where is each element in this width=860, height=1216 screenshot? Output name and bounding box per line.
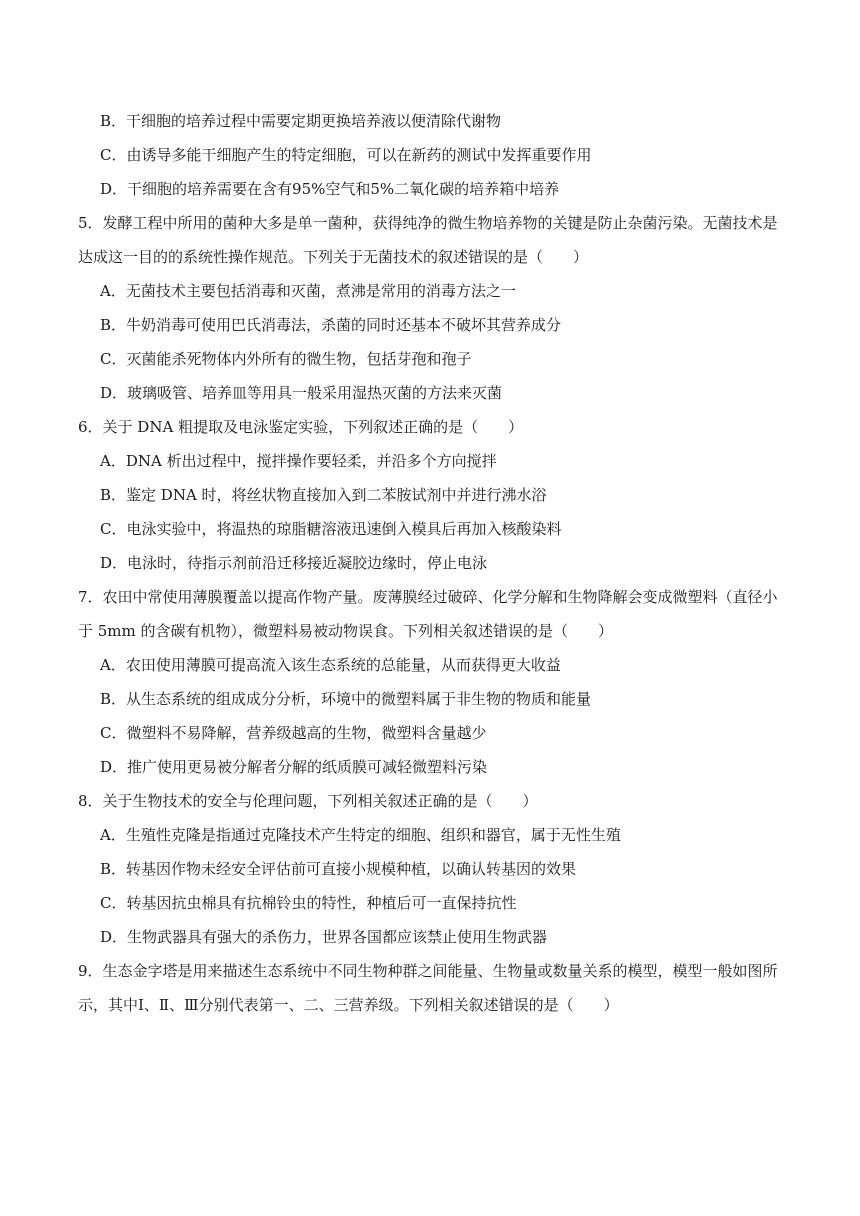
option-5a: A．无菌技术主要包括消毒和灭菌，煮沸是常用的消毒方法之一: [100, 282, 516, 300]
option-8b: B．转基因作物未经安全评估前可直接小规模种植，以确认转基因的效果: [100, 860, 577, 878]
option-7c: C．微塑料不易降解，营养级越高的生物，微塑料含量越少: [100, 724, 487, 742]
option-8d: D．生物武器具有强大的杀伤力，世界各国都应该禁止使用生物武器: [100, 928, 548, 946]
option-4d: D．干细胞的培养需要在含有95%空气和5%二氧化碳的培养箱中培养: [100, 180, 560, 198]
option-5c: C．灭菌能杀死物体内外所有的微生物，包括芽孢和孢子: [100, 350, 472, 368]
question-5-stem-line2: 达成这一目的的系统性操作规范。下列关于无菌技术的叙述错误的是（ ）: [78, 248, 589, 266]
option-4b: B．干细胞的培养过程中需要定期更换培养液以便清除代谢物: [100, 112, 502, 130]
question-9-stem-line2: 示，其中Ⅰ、Ⅱ、Ⅲ分别代表第一、二、三营养级。下列相关叙述错误的是（ ）: [78, 996, 619, 1014]
option-6c: C．电泳实验中，将温热的琼脂糖溶液迅速倒入模具后再加入核酸染料: [100, 520, 562, 538]
option-7b: B．从生态系统的组成成分分析，环境中的微塑料属于非生物的物质和能量: [100, 690, 592, 708]
option-8c: C．转基因抗虫棉具有抗棉铃虫的特性，种植后可一直保持抗性: [100, 894, 517, 912]
question-6-stem: 6．关于 DNA 粗提取及电泳鉴定实验，下列叙述正确的是（ ）: [78, 418, 524, 436]
option-7d: D．推广使用更易被分解者分解的纸质膜可减轻微塑料污染: [100, 758, 488, 776]
option-5b: B．牛奶消毒可使用巴氏消毒法，杀菌的同时还基本不破坏其营养成分: [100, 316, 562, 334]
question-5-stem-line1: 5．发酵工程中所用的菌种大多是单一菌种，获得纯净的微生物培养物的关键是防止杂菌污染。无菌技术是: [78, 214, 778, 232]
option-6b: B．鉴定 DNA 时，将丝状物直接加入到二苯胺试剂中并进行沸水浴: [100, 486, 547, 504]
option-8a: A．生殖性克隆是指通过克隆技术产生特定的细胞、组织和器官，属于无性生殖: [100, 826, 621, 844]
question-7-stem-line2: 于 5mm 的含碳有机物），微塑料易被动物误食。下列相关叙述错误的是（ ）: [78, 622, 614, 640]
question-7-stem-line1: 7．农田中常使用薄膜覆盖以提高作物产量。废薄膜经过破碎、化学分解和生物降解会变成微塑料（直径小: [78, 588, 778, 606]
option-6d: D．电泳时，待指示剂前沿迁移接近凝胶边缘时，停止电泳: [100, 554, 488, 572]
option-4c: C．由诱导多能干细胞产生的特定细胞，可以在新药的测试中发挥重要作用: [100, 146, 592, 164]
option-7a: A．农田使用薄膜可提高流入该生态系统的总能量，从而获得更大收益: [100, 656, 561, 674]
question-8-stem: 8．关于生物技术的安全与伦理问题，下列相关叙述正确的是（ ）: [78, 792, 538, 810]
option-6a: A．DNA 析出过程中，搅拌操作要轻柔，并沿多个方向搅拌: [100, 452, 497, 470]
question-9-stem-line1: 9．生态金字塔是用来描述生态系统中不同生物种群之间能量、生物量或数量关系的模型，模型一般如图所: [78, 962, 778, 980]
option-5d: D．玻璃吸管、培养皿等用具一般采用湿热灭菌的方法来灭菌: [100, 384, 503, 402]
